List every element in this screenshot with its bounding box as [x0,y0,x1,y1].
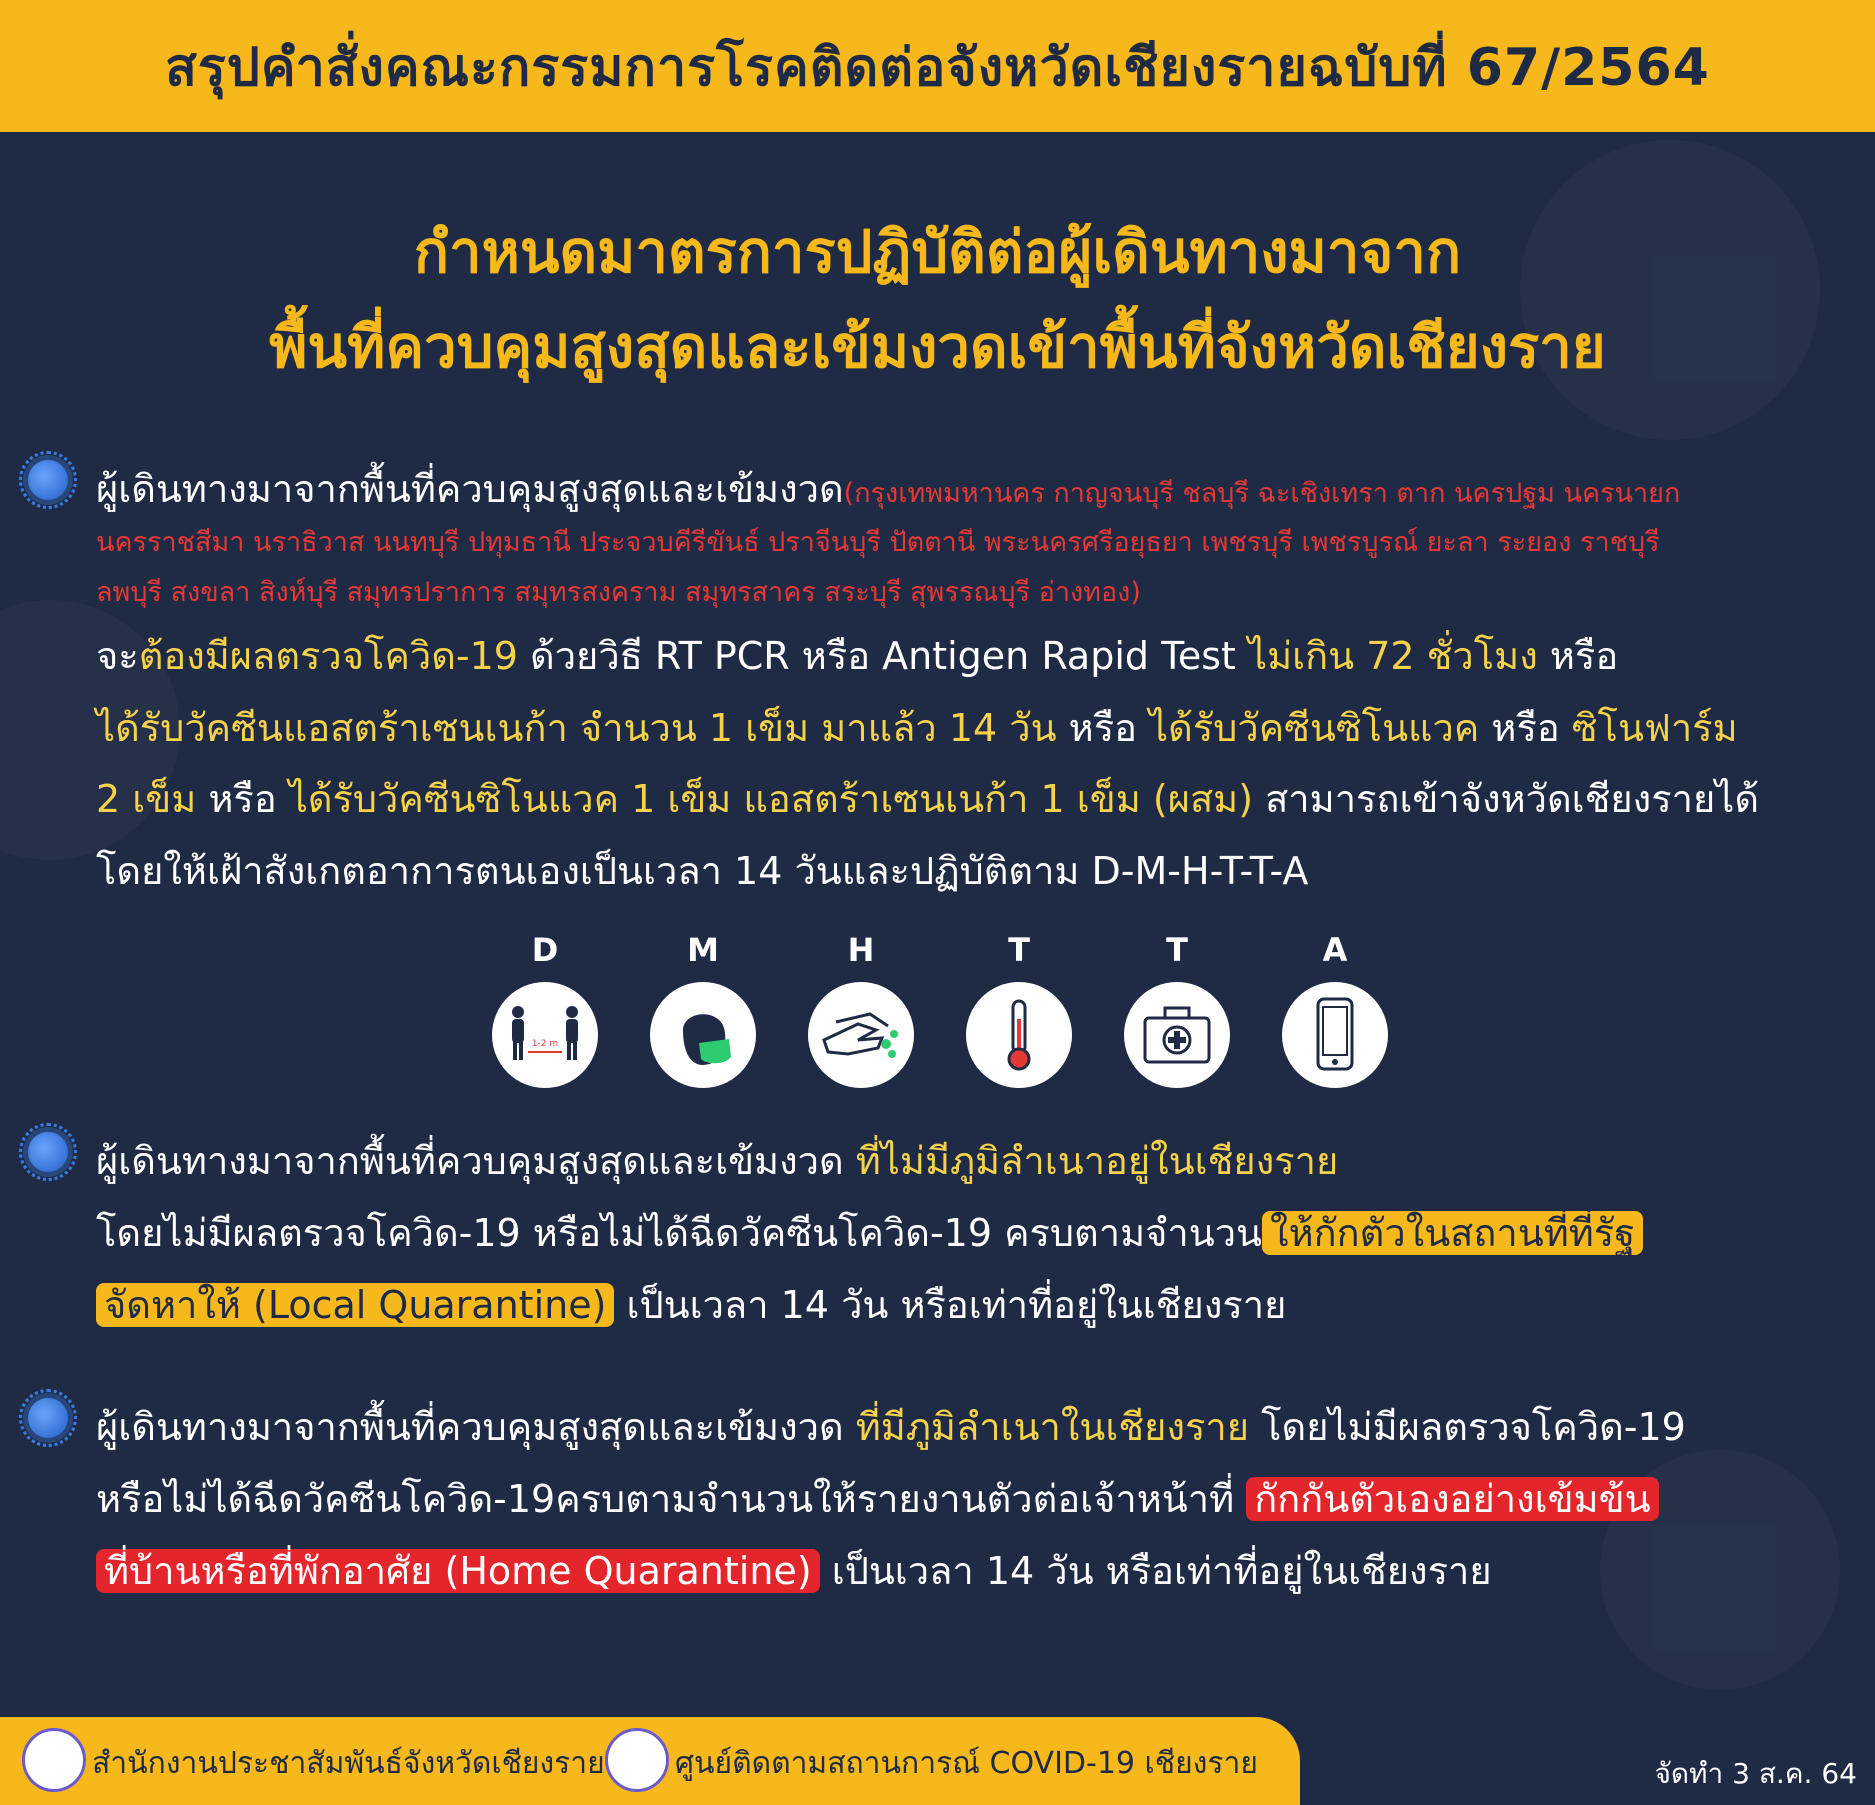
section-1-lead: ผู้เดินทางมาจากพื้นที่ควบคุมสูงสุดและเข้มงวด [96,467,844,511]
text-run: ผู้เดินทางมาจากพื้นที่ควบคุมสูงสุดและเข้มงวด [96,1139,856,1183]
local-quarantine-highlight: ให้กักตัวในสถานที่ที่รัฐ [1262,1211,1643,1255]
vaccine-requirement: 2 เข็ม [96,777,197,821]
text-run: จะ [96,634,139,678]
dmhtta-letter: A [1322,931,1348,969]
section-1-line-4 [96,625,1618,686]
section-1-line-1 [96,458,1680,519]
section-1-line-7: โดยให้เฝ้าสังเกตอาการตนเองเป็นเวลา 14 วันและปฏิบัติตาม D-M-H-T-T-A [96,849,1309,893]
text-run: สามารถเข้าจังหวัดเชียงรายได้ [1253,777,1760,821]
province-list-c: ลพบุรี สงขลา สิงห์บุรี สมุทรปราการ สมุทรสงคราม สมุทรสาคร สระบุรี สุพรรณบุรี อ่างทอง) [96,577,1141,608]
text-run: เป็นเวลา 14 วัน หรือเท่าที่อยู่ในเชียงราย [614,1283,1287,1327]
svg-text:1-2 m: 1-2 m [531,1039,559,1049]
section-2-line-2 [96,1202,1643,1263]
virus-bullet-icon [28,460,68,500]
province-list-a: (กรุงเทพมหานคร กาญจนบุรี ชลบุรี ฉะเชิงเทรา ตาก นครปฐม นครนายก [843,478,1681,509]
text-run: หรือ [196,777,289,821]
covid-center-logo [605,1728,669,1792]
residence-condition: ที่มีภูมิลำเนาในเชียงราย [855,1405,1250,1449]
section-3-line-2 [96,1468,1659,1529]
text-run: หรือ [1479,706,1572,750]
vaccine-requirement: ได้รับวัคซีนซิโนแวค 1 เข็ม แอสตร้าเซนเนก้า 1 เข็ม (ผสม) [288,777,1254,821]
no-residence-condition: ที่ไม่มีภูมิลำเนาอยู่ในเชียงราย [855,1139,1339,1183]
home-quarantine-highlight: กักกันตัวเองอย่างเข้มข้น [1246,1477,1658,1521]
dmhtta-item-m [648,930,758,1088]
publish-date: จัดทำ 3 ส.ค. 64 [1654,1757,1857,1790]
time-limit: ไม่เกิน 72 ชั่วโมง [1248,634,1538,678]
dmhtta-item-t1 [964,930,1074,1088]
section-2-line-1 [96,1130,1338,1191]
dmhtta-item-d [490,930,600,1088]
dmhtta-item-a [1280,930,1390,1088]
section-1-line-5 [96,697,1738,758]
local-quarantine-highlight: จัดหาให้ (Local Quarantine) [96,1283,614,1327]
text-run: โดยไม่มีผลตรวจโควิด-19 หรือไม่ได้ฉีดวัคซีนโควิด-19 ครบตามจำนวน [96,1211,1263,1255]
province-list-b: นครราชสีมา นราธิวาส นนทบุรี ปทุมธานี ประจวบคีรีขันธ์ ปราจีนบุรี ปัตตานี พระนครศรีอยุธยา เพชรบุรี เพชรบูรณ์ ยะลา ระยอง ราชบุรี [96,527,1660,558]
hand-wash-icon [808,982,914,1088]
header-bar [0,0,1875,132]
virus-bullet-icon [28,1398,68,1438]
test-requirement: ต้องมีผลตรวจโควิด-19 [138,634,518,678]
headline-line-2: พื้นที่ควบคุมสูงสุดและเข้มงวดเข้าพื้นที่จังหวัดเชียงราย [269,313,1606,381]
dmhtta-letter: D [531,931,559,969]
footer-org-2: ศูนย์ติดตามสถานการณ์ COVID-19 เชียงราย [675,1746,1258,1781]
vaccine-requirement: ได้รับวัคซีนซิโนแวค [1149,706,1480,750]
headline-line-1: กำหนดมาตรการปฏิบัติต่อผู้เดินทางมาจาก [413,218,1462,286]
dmhtta-letter: T [1008,931,1030,969]
text-run: หรือ [1537,634,1619,678]
vaccine-requirement: ซิโนฟาร์ม [1571,706,1738,750]
virus-bullet-icon [28,1132,68,1172]
text-run: หรือ [1056,706,1150,750]
section-1-line-6 [96,768,1759,829]
dmhtta-icon-row [490,930,1390,1080]
thermometer-icon [966,982,1072,1088]
phone-app-icon [1282,982,1388,1088]
dmhtta-letter: T [1166,931,1188,969]
dmhtta-letter: M [687,931,719,969]
dmhtta-item-h [806,930,916,1088]
text-run: ด้วยวิธี RT PCR หรือ Antigen Rapid Test [517,634,1248,678]
section-2-line-3 [96,1274,1286,1335]
mask-icon [650,982,756,1088]
dmhtta-item-t2 [1122,930,1232,1088]
footer-org-1: สำนักงานประชาสัมพันธ์จังหวัดเชียงราย [92,1746,605,1781]
text-run: หรือไม่ได้ฉีดวัคซีนโควิด-19ครบตามจำนวนให้รายงานตัวต่อเจ้าหน้าที่ [96,1477,1247,1521]
text-run: โดยไม่มีผลตรวจโควิด-19 [1249,1405,1686,1449]
section-3-line-3 [96,1540,1492,1601]
vaccine-requirement: ได้รับวัคซีนแอสตร้าเซนเนก้า จำนวน 1 เข็ม มาแล้ว 14 วัน [96,706,1057,750]
distance-icon [492,982,598,1088]
text-run: เป็นเวลา 14 วัน หรือเท่าที่อยู่ในเชียงราย [819,1549,1492,1593]
section-3-line-1 [96,1396,1686,1457]
dmhtta-letter: H [847,931,875,969]
medical-kit-icon [1124,982,1230,1088]
text-run: ผู้เดินทางมาจากพื้นที่ควบคุมสูงสุดและเข้มงวด [96,1405,856,1449]
prd-seal-logo [22,1728,86,1792]
home-quarantine-highlight: ที่บ้านหรือที่พักอาศัย (Home Quarantine) [96,1549,820,1593]
page-title: สรุปคำสั่งคณะกรรมการโรคติดต่อจังหวัดเชียงรายฉบับที่ 67/2564 [165,37,1710,98]
